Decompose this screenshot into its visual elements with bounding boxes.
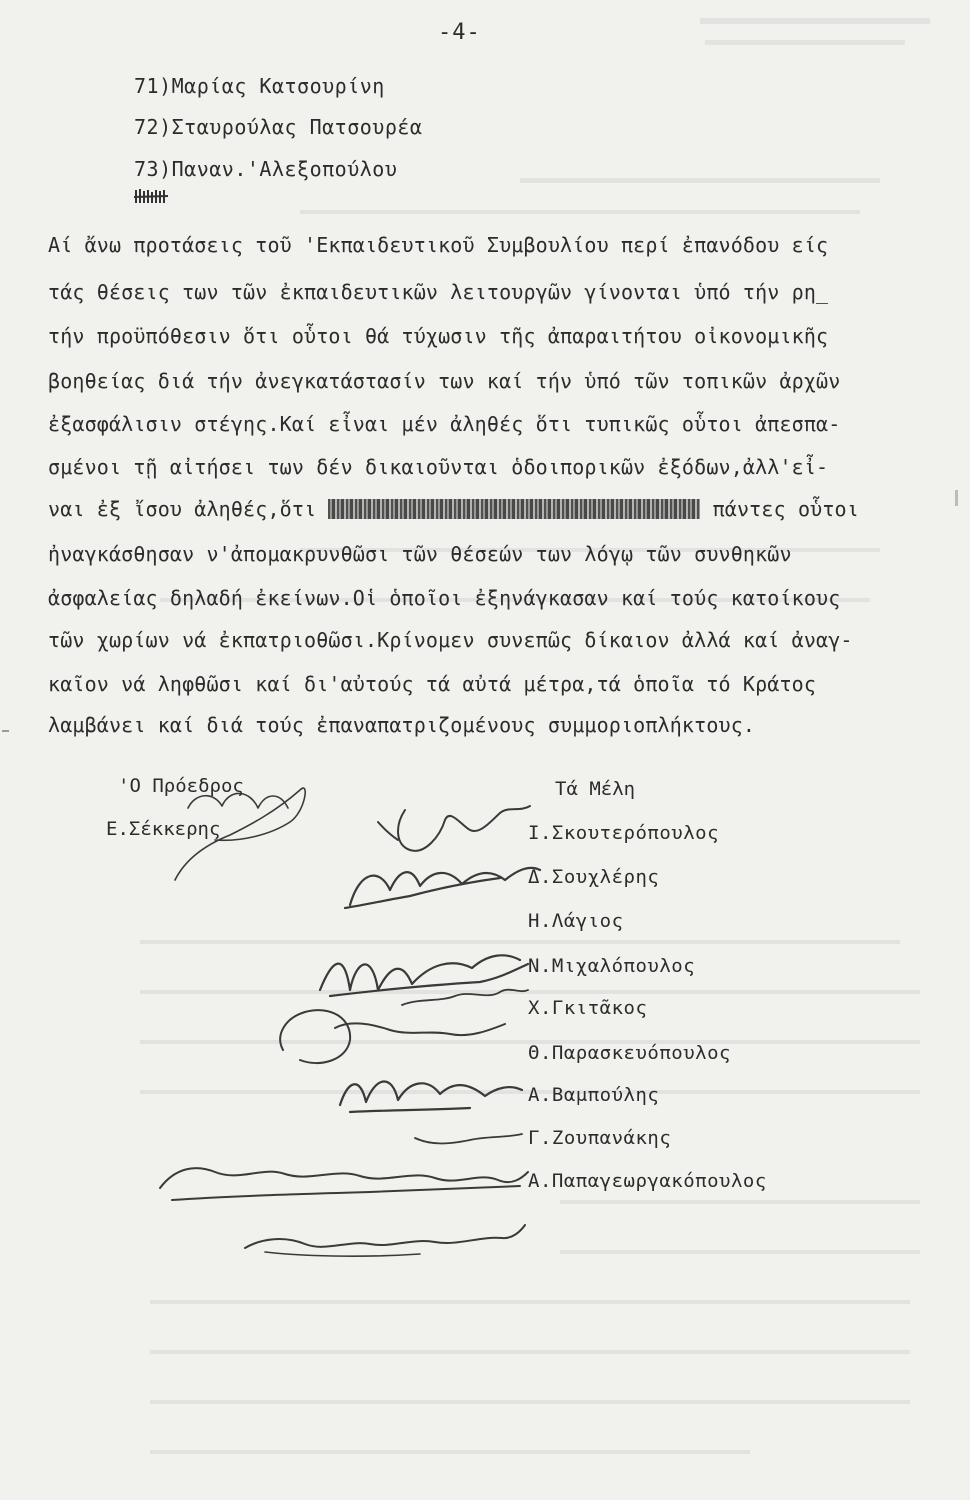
member-name: Ν.Μιχαλόπουλος xyxy=(528,955,696,977)
president-title: 'Ο Πρόεδρος xyxy=(118,775,244,797)
body-line-with-strikeout xyxy=(48,497,859,521)
member-name: Χ.Γκιτᾶκος xyxy=(528,997,648,1019)
body-line: βοηθείας διά τήν ἀνεγκατάστασίν των καί τήν ὑπό τῶν τοπικῶν ἀρχῶν xyxy=(48,369,841,393)
member-name: Α.Βαμπούλης xyxy=(528,1084,660,1106)
body-line: λαμβάνει καί διά τούς ἐπαναπατριζομένους συμμοριοπλήκτους. xyxy=(48,713,756,737)
member-name: Δ.Σουχλέρης xyxy=(528,866,660,888)
body-line: καῖον νά ληφθῶσι καί δι'αὐτούς τά αὐτά μέτρα,τά ὁποῖα τό Κράτος xyxy=(48,672,817,696)
page-number: -4- xyxy=(438,20,481,45)
typed-strikeout xyxy=(328,499,700,519)
list-item: 73)Παναν.'Αλεξοπούλου xyxy=(134,157,398,181)
member-name: Η.Λάγιος xyxy=(528,910,624,932)
members-title: Τά Μέλη xyxy=(555,778,636,800)
body-line: τάς θέσεις των τῶν ἐκπαιδευτικῶν λειτουργῶν γίνονται ὑπό τήν ρη_ xyxy=(48,280,829,304)
body-line: ἀσφαλείας δηλαδή ἐκείνων.Οἱ ὁποῖοι ἐξηνάγκασαν καί τούς κατοίκους xyxy=(48,586,841,610)
body-line: τήν προϋπόθεσιν ὅτι οὗτοι θά τύχωσιν τῆς ἀπαραιτήτου οἰκονομικῆς xyxy=(48,324,829,348)
list-item: 72)Σταυρούλας Πατσουρέα xyxy=(134,115,423,139)
member-name: Ι.Σκουτερόπουλος xyxy=(528,822,720,844)
body-line: ἠναγκάσθησαν ν'ἀπομακρυνθῶσι τῶν θέσεών των λόγῳ τῶν συνθηκῶν xyxy=(48,542,792,566)
member-name: Γ.Ζουπανάκης xyxy=(528,1127,672,1149)
president-name: Ε.Σέκκερης xyxy=(106,818,221,840)
body-text: ναι ἐξ ἴσου ἀληθές,ὅτι xyxy=(48,497,317,521)
body-line: τῶν χωρίων νά ἐκπατριοθῶσι.Κρίνομεν συνεπῶς δίκαιον ἀλλά καί ἀναγ- xyxy=(48,628,853,652)
margin-tick xyxy=(2,730,9,732)
body-text: πάντες οὗτοι xyxy=(712,497,859,521)
member-name: Α.Παπαγεωργακόπουλος xyxy=(528,1170,767,1192)
member-name: Θ.Παρασκευόπουλος xyxy=(528,1042,731,1064)
list-item: 71)Μαρίας Κατσουρίνη xyxy=(134,74,385,98)
strikeout-mark xyxy=(134,188,170,204)
body-line: Αί ἄνω προτάσεις τοῦ 'Εκπαιδευτικοῦ Συμβουλίου περί ἐπανόδου είς xyxy=(48,233,829,257)
page-edge-mark xyxy=(955,490,958,506)
body-line: ἐξασφάλισιν στέγης.Καί εἶναι μέν ἀληθές ὅτι τυπικῶς οὗτοι ἀπεσπα- xyxy=(48,412,841,436)
body-line: σμένοι τῇ αἰτήσει των δέν δικαιοῦνται ὁδοιπορικῶν ἐξόδων,ἀλλ'εἶ- xyxy=(48,455,829,479)
